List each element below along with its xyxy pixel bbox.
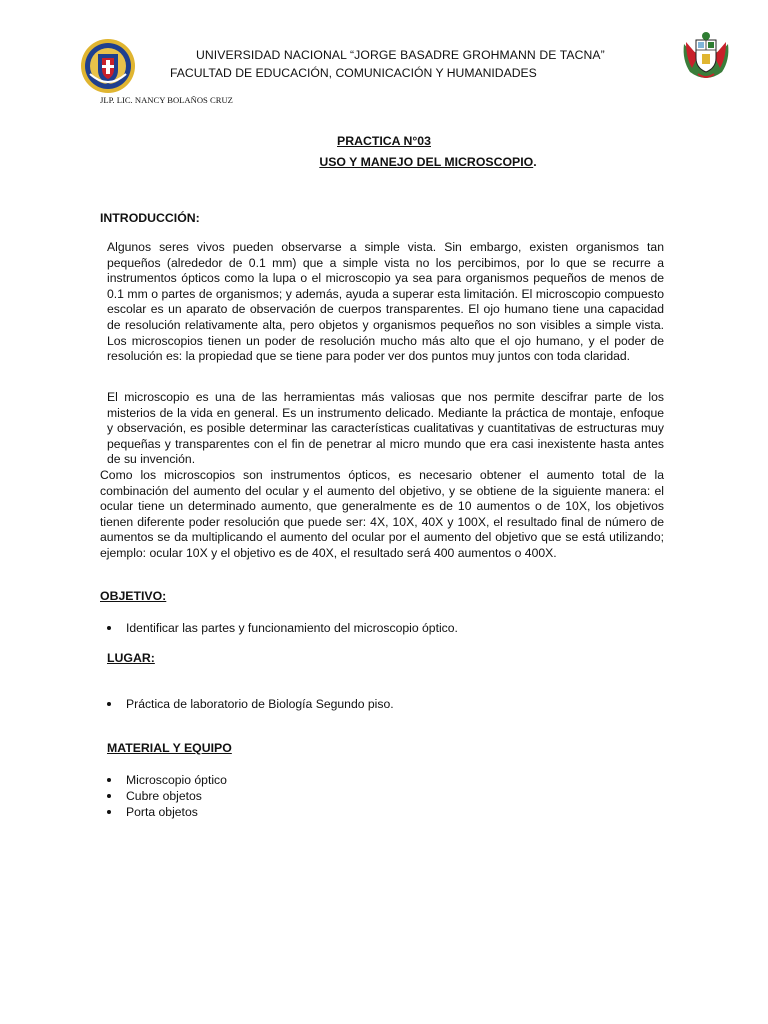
list-item: Identificar las partes y funcionamiento del microscopio óptico. [104,620,458,636]
document-title [0,131,768,173]
author-name: JLP. LIC. NANCY BOLAÑOS CRUZ [100,95,233,105]
material-heading: MATERIAL Y EQUIPO [107,741,232,755]
intro-paragraph-2: El microscopio es una de las herramientas más valiosas que nos permite descifrar parte de los misterios de la vida en general. Es un instrumento delicado. Mediante la práctica de montaje, enfoque y observación, es posible determinar las características cualitativas y cuantitativas de estructuras muy pequeñas y transparentes con el fin de penetrar al micro mundo que era casi inexistente hasta antes de su invención. [107,390,664,467]
list-item: Porta objetos [104,804,227,820]
practice-number: PRACTICA N°03 [337,134,431,148]
university-name: UNIVERSIDAD NACIONAL “JORGE BASADRE GROHMANN DE TACNA” [196,48,605,62]
lugar-list [104,696,394,712]
list-item: Cubre objetos [104,788,227,804]
practice-subtitle-text: USO Y MANEJO DEL MICROSCOPIO [319,155,534,169]
objetivo-heading: OBJETIVO: [100,589,167,603]
peru-coat-of-arms-logo [680,30,732,80]
lugar-heading: LUGAR: [107,651,155,665]
university-seal-logo [80,38,136,94]
intro-paragraph-3: Como los microscopios son instrumentos ópticos, es necesario obtener el aumento total de la combinación del aumento del ocular y el aumento del objetivo, y se obtiene de la siguiente manera: el ocular tiene un determinado aumento, que generalmente es de 10 aumentos o de 10X, los objetivos tienen diferente poder resolución que puede ser: 4X, 10X, 40X y 100X, el resultado final de número de aumentos se da multiplicando el aumento del ocular por el aumento del objetivo que se está utilizando; ejemplo: ocular 10X y el objetivo es de 40X, el resultado será 400 aumentos o 400X. [100,468,664,560]
objetivo-list [104,620,458,636]
intro-paragraph-1: Algunos seres vivos pueden observarse a simple vista. Sin embargo, existen organismos tan pequeños (alrededor de 0.1 mm) que a simple vista no los percibimos, por lo que se recurre a instrumentos ópticos como la lupa o el microscopio ya sea para organismos pequeños de menos de 0.1 mm o partes de organismos; y además, ayuda a superar esta limitación. El microscopio compuesto escolar es un aparato de observación de cuerpos transparentes. El ojo humano tiene una capacidad de resolución relativamente alta, pero objetos y organismos pequeños no son visibles a simple vista. Los microscopios tienen un poder de resolución mucho más alto que el ojo humano, y el poder de resolución es: la propiedad que se tiene para poder ver dos puntos muy juntos con toda claridad. [107,240,664,364]
faculty-name: FACULTAD DE EDUCACIÓN, COMUNICACIÓN Y HUMANIDADES [170,66,537,80]
list-item: Práctica de laboratorio de Biología Segundo piso. [104,696,394,712]
material-list [104,772,227,820]
intro-heading: INTRODUCCIÓN: [100,211,200,225]
practice-subtitle [88,152,768,173]
list-item: Microscopio óptico [104,772,227,788]
practice-subtitle-period: . [533,155,537,169]
